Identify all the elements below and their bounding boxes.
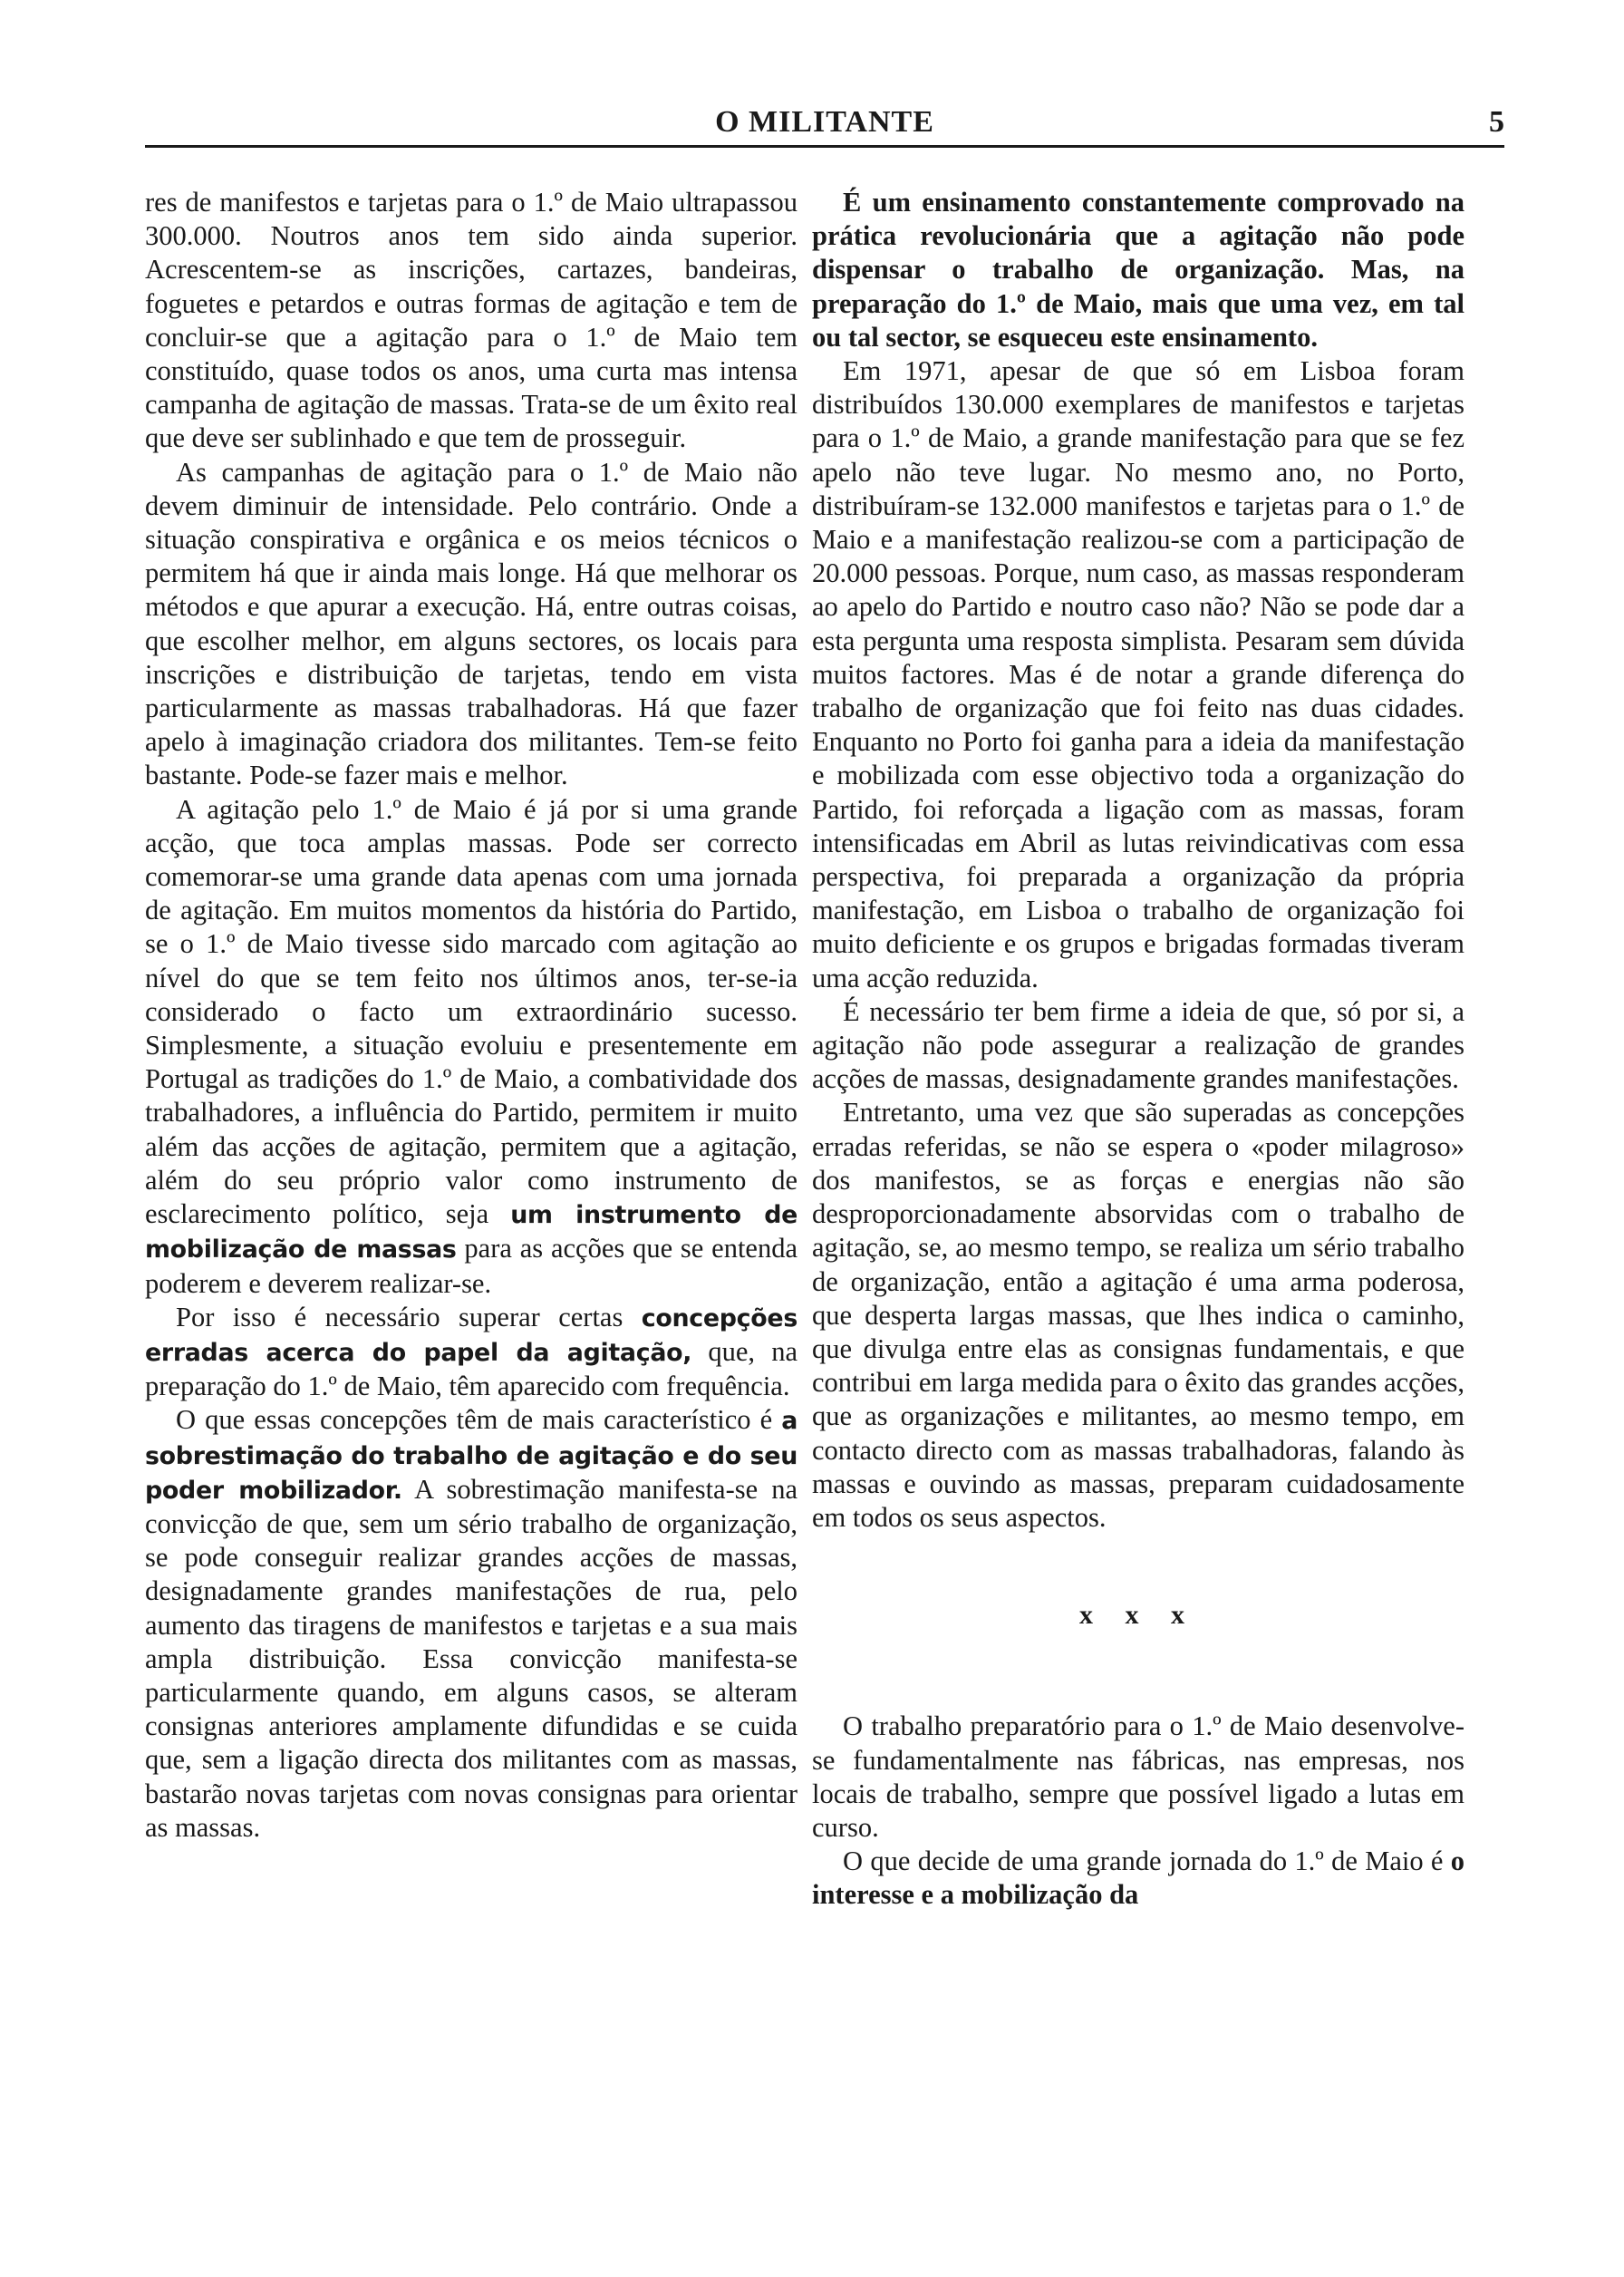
text-run: A sobrestimação manifesta-se na convicção de que, sem um sério trabalho de organização, se pode conseguir realizar grandes acções de massas, designadamente grandes manifestações de rua, pelo aumento das tiragens de manifestos e tarjetas e a sua mais ampla distribuição. Essa convicção manifesta-se particularmente quando, em alguns casos, se alteram consignas anteriores amplamente difundidas e se cuida que, sem a ligação directa dos militantes com as massas, bastarão novas tarjetas com novas consignas para orientar as massas. — [145, 1473, 798, 1843]
bold-text: concepções erradas acerca do papel da agitação, — [145, 1303, 798, 1367]
text-column-left — [145, 186, 798, 1845]
paragraph — [812, 1710, 1464, 1845]
text-run: para as acções que se entenda poderem e deverem realizar-se. — [145, 1233, 798, 1299]
bold-text: um instrumento de mobilização de massas — [145, 1201, 798, 1264]
bold-text: o interesse e a mobilização da — [812, 1846, 1464, 1911]
text-run: Por isso é necessário superar certas — [176, 1301, 642, 1332]
text-run: O trabalho preparatório para o 1.º de Maio desenvolve-se fundamentalmente nas fábricas, nas empresas, nos locais de trabalho, sempre que possível ligado a lutas em curso. — [812, 1710, 1464, 1843]
paragraph — [812, 1096, 1464, 1535]
text-column-right — [812, 186, 1464, 1913]
bold-text: a sobrestimação do trabalho de agitação e do seu poder mobilizador. — [145, 1407, 798, 1505]
bold-text: É um ensinamento constantemente comprovado na prática revolucionária que a agitação não pode dispensar o trabalho de organização. Mas, na preparação do 1.º de Maio, mais que uma vez, em tal ou tal sector, se esqueceu este ensinamento. — [812, 187, 1464, 353]
paragraph — [145, 1301, 798, 1404]
page-header — [145, 102, 1504, 147]
text-run: É necessário ter bem firme a ideia de que, só por si, a agitação não pode assegurar a realização de grandes acções de massas, designadamente grandes manifestações. — [812, 995, 1464, 1095]
text-run: Em 1971, apesar de que só em Lisboa foram distribuídos 130.000 exemplares de manifestos e tarjetas para o 1.º de Maio, a grande manifestação para que se fez apelo não teve lugar. No mesmo ano, no Porto, distribuíram-se 132.000 manifestos e tarjetas para o 1.º de Maio e a manifestação realizou-se com a participação de 20.000 pessoas. Porque, num caso, as massas responderam ao apelo do Partido e noutro caso não? Não se pode dar a esta pergunta uma resposta simplista. Pesaram sem dúvida muitos factores. Mas é de notar a grande diferença do trabalho de organização que foi feito nas duas cidades. Enquanto no Porto foi ganha para a ideia da manifestação e mobilizada com esse objectivo toda a organização do Partido, foi reforçada a ligação com as massas, foram intensificadas em Abril as lutas reivindicativas com essa perspectiva, foi preparada a organização da própria manifestação, em Lisboa o trabalho de organização foi muito deficiente e os grupos e brigadas formadas tiveram uma acção reduzida. — [812, 355, 1464, 993]
text-run: A agitação pelo 1.º de Maio é já por si uma grande acção, que toca amplas massas. Pode ser correcto comemorar-se uma grande data apenas com uma jornada de agitação. Em muitos momentos da história do Partido, se o 1.º de Maio tivesse sido marcado com agitação ao nível do que se tem feito nos últimos anos, ter-se-ia considerado o facto um extraordinário sucesso. Simplesmente, a situação evoluiu e presentemente em Portugal as tradições do 1.º de Maio, a combatividade dos trabalhadores, a influência do Partido, permitem ir muito além das acções de agitação, permitem que a agitação, além do seu próprio valor como instrumento de esclarecimento político, seja — [145, 793, 798, 1230]
paragraph — [145, 1403, 798, 1845]
text-run: O que essas concepções têm de mais característico é — [176, 1404, 782, 1436]
paragraph — [812, 354, 1464, 995]
text-run: O que decide de uma grande jornada do 1.º de Maio é — [843, 1846, 1451, 1877]
paragraph — [812, 1845, 1464, 1912]
text-run: As campanhas de agitação para o 1.º de Maio não devem diminuir de intensidade. Pelo contrário. Onde a situação conspirativa e orgânica e os meios técnicos o permitem há que ir ainda mais longe. Há que melhorar os métodos e que apurar a execução. Há, entre outras coisas, que escolher melhor, em alguns sectores, os locais para inscrições e distribuição de tarjetas, tendo em vista particularmente as massas trabalhadoras. Há que fazer apelo à imaginação criadora dos militantes. Tem-se feito bastante. Pode-se fazer mais e melhor. — [145, 456, 798, 791]
paragraph — [812, 186, 1464, 354]
paragraph — [812, 995, 1464, 1097]
text-run: Entretanto, uma vez que são superadas as concepções erradas referidas, se não se espera o «poder milagroso» dos manifestos, se as forças e energias não são desproporcionadamente absorvidas com o trabalho de agitação, se, ao mesmo tempo, se realiza um sério trabalho de organização, então a agitação é uma arma poderosa, que desperta largas massas, que lhes indica o caminho, que divulga entre elas as consignas fundamentais, e que contribui em larga medida para o êxito das grandes acções, que as organizações e militantes, ao mesmo tempo, em contacto directo com as massas trabalhadoras, falando às massas e ouvindo as massas, preparam cuidadosamente em todos os seus aspectos. — [812, 1097, 1464, 1533]
paragraph — [145, 186, 798, 456]
text-run: res de manifestos e tarjetas para o 1.º de Maio ultrapassou 300.000. Noutros anos tem sido ainda superior. Acrescentem-se as inscrições, cartazes, bandeiras, foguetes e petardos e outras formas de agitação e tem de concluir-se que a agitação para o 1.º de Maio tem constituído, quase todos os anos, uma curta mas intensa campanha de agitação de massas. Trata-se de um êxito real que deve ser sublinhado e que tem de prosseguir. — [145, 187, 798, 454]
paragraph — [145, 793, 798, 1301]
page-title: O MILITANTE — [715, 105, 934, 139]
header-rule — [145, 145, 1504, 148]
text-run: que, na preparação do 1.º de Maio, têm aparecido com frequência. — [145, 1335, 798, 1402]
section-separator: x x x — [1079, 1600, 1197, 1631]
page-number: 5 — [1489, 105, 1504, 139]
paragraph — [145, 456, 798, 793]
